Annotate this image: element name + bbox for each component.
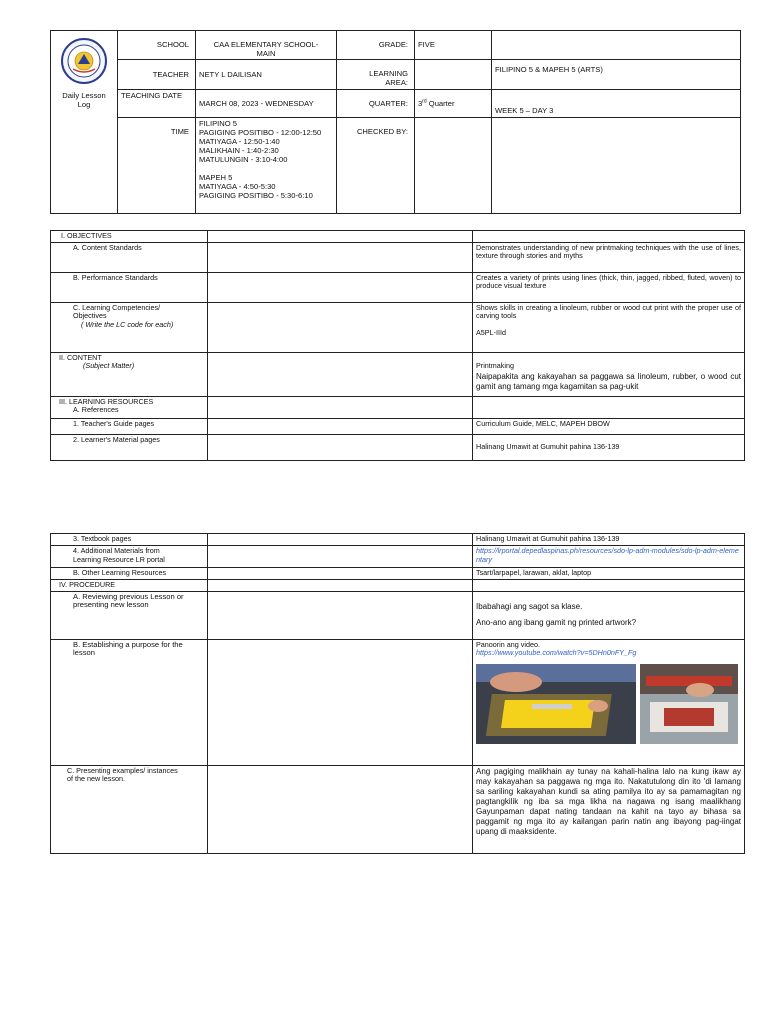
competencies-note: ( Write the LC code for each)	[81, 319, 174, 329]
screen-printing-photo-1	[476, 664, 636, 744]
competencies-code: A5PL-IIId	[476, 327, 506, 337]
references-label: A. References	[73, 405, 119, 415]
examples-label: C. Presenting examples/ instances of the new lesson.	[51, 765, 208, 853]
grade-value: FIVE	[415, 31, 492, 60]
textbook-value: Halinang Umawit at Gumuhit pahina 136-139	[473, 534, 745, 546]
tg-label: 1. Teacher's Guide pages	[51, 418, 208, 434]
procedure-heading: IV. PROCEDURE	[51, 580, 208, 592]
additional-link[interactable]: https://lrportal.depedlaspinas.ph/resources/sdo-lp-adm-modules/sdo-lp-adm-elementary	[473, 546, 745, 568]
performance-value: Creates a variety of prints using lines (thick, thin, jagged, ribbed, fluted, woven) to produce visual texture	[473, 272, 745, 302]
school-value: CAA ELEMENTARY SCHOOL- MAIN	[196, 31, 337, 60]
purpose-line1: Panoorin ang video.	[476, 639, 540, 649]
textbook-label: 3. Textbook pages	[51, 534, 208, 546]
content-label: II. CONTENT	[59, 352, 102, 362]
quarter-num: 3	[418, 99, 423, 108]
content-standards-value: Demonstrates understanding of new printmaking techniques with the use of lines, texture through stories and myths	[473, 242, 745, 272]
content-title: Printmaking	[476, 360, 514, 370]
quarter-sup: rd	[422, 98, 427, 105]
procedure-table	[50, 533, 745, 854]
teacher-value: NETY L DAILISAN	[196, 60, 337, 90]
area-value: FILIPINO 5 & MAPEH 5 (ARTS)	[492, 60, 741, 90]
competencies-label: C. Learning Competencies/ Objectives	[73, 302, 161, 321]
other-value: Tsart/larpapel, larawan, aklat, laptop	[473, 568, 745, 580]
objectives-table	[50, 230, 745, 461]
area-empty	[415, 60, 492, 90]
content-value: Naipapakita ang kakayahan sa paggawa sa linoleum, rubber, o wood cut gamit ang tamang mga kagamitan sa pag-ukit	[476, 372, 741, 392]
lm-value: Halinang Umawit at Gumuhit pahina 136-139	[473, 434, 745, 460]
screen-printing-photo-2	[640, 664, 738, 744]
deped-seal-icon	[59, 37, 109, 85]
competencies-cell	[51, 302, 208, 352]
content-note: (Subject Matter)	[83, 361, 135, 371]
area-label: LEARNING AREA:	[337, 60, 415, 90]
objectives-heading: I. OBJECTIVES	[51, 231, 208, 243]
purpose-cell	[473, 639, 745, 765]
review-line1: Ibabahagi ang sagot sa klase.	[476, 601, 583, 611]
log-title: Daily Lesson Log	[62, 91, 106, 109]
resources-label: III. LEARNING RESOURCES	[59, 396, 154, 406]
empty-cell	[492, 31, 741, 60]
resources-cell	[51, 396, 208, 418]
performance-label: B. Performance Standards	[51, 272, 208, 302]
school-label: SCHOOL	[118, 31, 196, 60]
review-cell	[473, 591, 745, 639]
quarter-word: Quarter	[426, 99, 455, 108]
purpose-link[interactable]: https://www.youtube.com/watch?v=5DHn0nFY_Fg	[476, 648, 637, 658]
checked-label: CHECKED BY:	[337, 118, 415, 214]
date-label: TEACHING DATE	[118, 90, 196, 118]
quarter-value	[415, 90, 492, 118]
other-label: B. Other Learning Resources	[51, 568, 208, 580]
quarter-label: QUARTER:	[337, 90, 415, 118]
checked-empty	[492, 118, 741, 214]
checked-value	[415, 118, 492, 214]
date-value: MARCH 08, 2023 - WEDNESDAY	[196, 90, 337, 118]
time-value: FILIPINO 5 PAGIGING POSITIBO - 12:00-12:50 MATIYAGA - 12:50-1:40 MALIKHAIN - 1:40-2:30 MATULUNGIN - 3:10-4:00 MAPEH 5 MATIYAGA - 4:50-5:30 PAGIGING POSITIBO - 5:30-6:10	[196, 118, 337, 214]
log-title-cell	[51, 31, 118, 214]
content-value-cell	[473, 352, 745, 396]
header-table	[50, 30, 741, 214]
review-line2: Ano-ano ang ibang gamit ng printed artwork?	[476, 617, 637, 627]
additional-label: 4. Additional Materials from Learning Resource LR portal	[51, 546, 208, 568]
lm-label: 2. Learner's Material pages	[51, 434, 208, 460]
teacher-label: TEACHER	[118, 60, 196, 90]
time-label: TIME	[118, 118, 196, 214]
competencies-value: Shows skills in creating a linoleum, rubber or wood cut print with the proper use of carving tools	[476, 302, 741, 321]
grade-label: GRADE:	[337, 31, 415, 60]
review-label: A. Reviewing previous Lesson or presenting new lesson	[51, 591, 208, 639]
competencies-value-cell	[473, 302, 745, 352]
content-standards-label: A. Content Standards	[51, 242, 208, 272]
examples-value: Ang pagiging malikhain ay tunay na kahali-halina lalo na kung ikaw ay may kakayahan sa paggawa ng mga ito. Nakatutulong din ito 'di lamang sa sariling kakayahan kundi sa ating pamilya ito ay sa pamamagitan ng pagtangkilik ng iba sa mga likha na nagawa ng isang maalikhang Gayunpaman dapat nating tandaan na kahit na tayo ay bihasa sa paggamit ng mga ito ay kailangan parin natin ang ibayong pag-iingat upang di maaksidente.	[473, 765, 745, 853]
week-value: WEEK 5 – DAY 3	[492, 90, 741, 118]
purpose-label: B. Establishing a purpose for the lesson	[51, 639, 208, 765]
content-cell	[51, 352, 208, 396]
printmaking-photos	[476, 664, 741, 744]
tg-value: Curriculum Guide, MELC, MAPEH DBOW	[473, 418, 745, 434]
